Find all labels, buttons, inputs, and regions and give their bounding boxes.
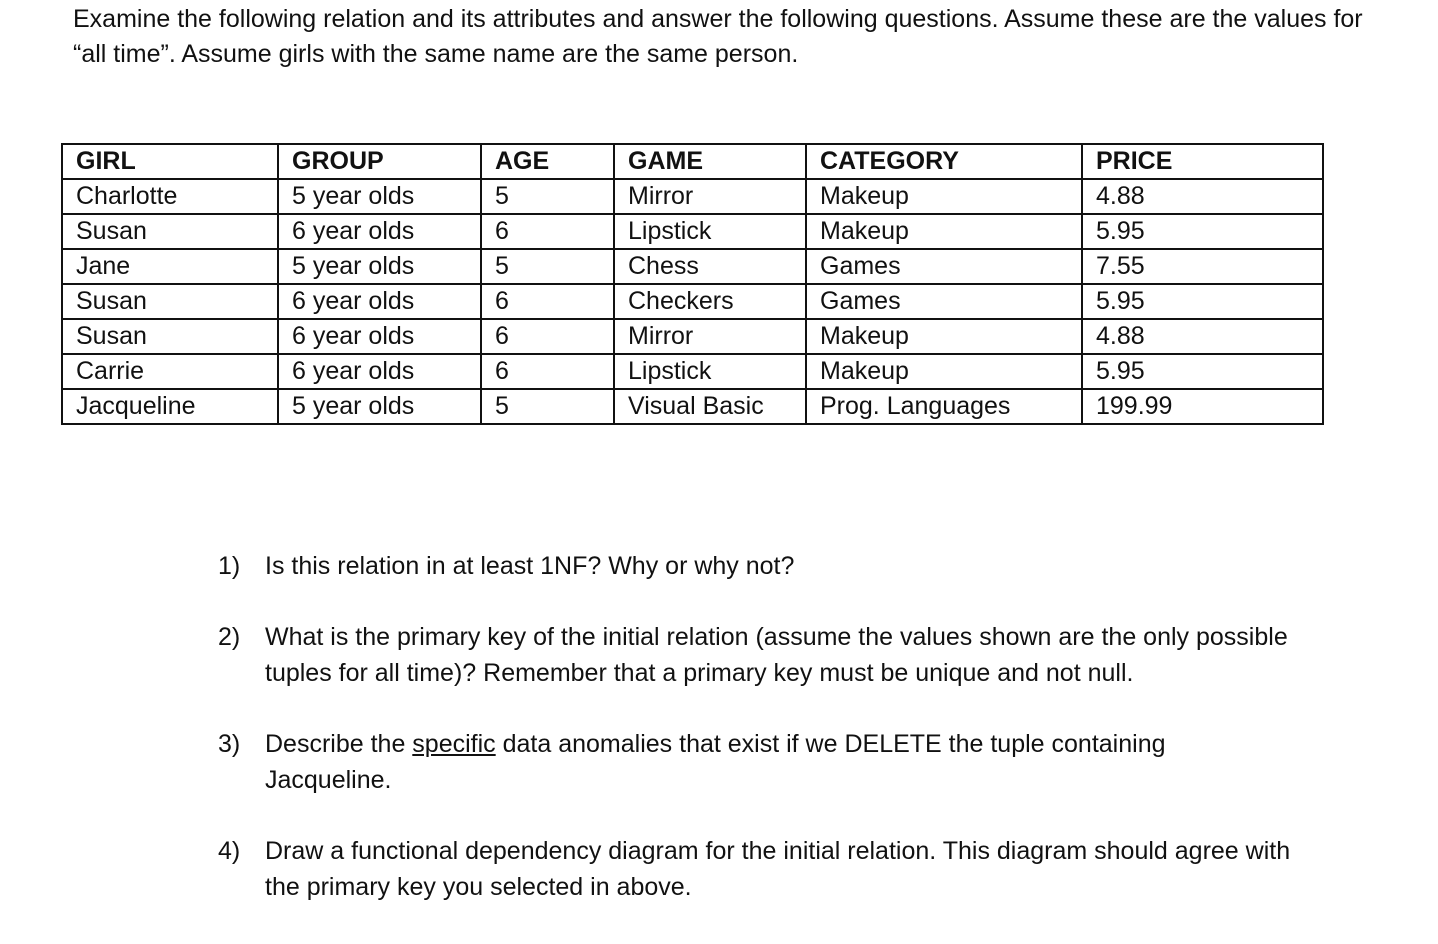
cell-age: 5 (481, 389, 614, 424)
question-2 (218, 619, 1298, 691)
cell-game: Visual Basic (614, 389, 806, 424)
table-row (62, 284, 1323, 319)
cell-price: 5.95 (1082, 284, 1323, 319)
cell-girl: Susan (62, 214, 278, 249)
cell-age: 6 (481, 319, 614, 354)
cell-price: 5.95 (1082, 214, 1323, 249)
cell-age: 6 (481, 354, 614, 389)
header-category: CATEGORY (806, 144, 1082, 179)
question-text: Draw a functional dependency diagram for the initial relation. This diagram should agree with the primary key you selected in above. (265, 837, 1291, 901)
header-girl: GIRL (62, 144, 278, 179)
cell-group: 6 year olds (278, 284, 481, 319)
question-text-start: Describe the (265, 730, 413, 758)
relation-table (61, 143, 1324, 425)
cell-group: 5 year olds (278, 249, 481, 284)
question-text: What is the primary key of the initial relation (assume the values shown are the only possible tuples for all time)? Remember that a primary key must be unique and not null. (265, 623, 1288, 687)
header-group: GROUP (278, 144, 481, 179)
cell-girl: Jane (62, 249, 278, 284)
cell-girl: Jacqueline (62, 389, 278, 424)
cell-girl: Carrie (62, 354, 278, 389)
cell-category: Makeup (806, 214, 1082, 249)
cell-game: Mirror (614, 319, 806, 354)
cell-game: Chess (614, 249, 806, 284)
cell-category: Makeup (806, 319, 1082, 354)
cell-category: Makeup (806, 354, 1082, 389)
question-number: 2) (218, 623, 241, 651)
table-row (62, 214, 1323, 249)
cell-category: Prog. Languages (806, 389, 1082, 424)
cell-category: Makeup (806, 179, 1082, 214)
question-number: 3) (218, 730, 241, 758)
question-text-end: data anomalies that exist if we DELETE the tuple containing Jacqueline. (265, 730, 1166, 794)
cell-category: Games (806, 284, 1082, 319)
question-number: 4) (218, 837, 241, 865)
cell-price: 4.88 (1082, 319, 1323, 354)
question-number: 1) (218, 552, 241, 580)
cell-game: Lipstick (614, 214, 806, 249)
cell-price: 7.55 (1082, 249, 1323, 284)
table-row (62, 249, 1323, 284)
cell-group: 6 year olds (278, 319, 481, 354)
cell-girl: Charlotte (62, 179, 278, 214)
cell-group: 5 year olds (278, 179, 481, 214)
cell-age: 5 (481, 249, 614, 284)
table-header-row (62, 144, 1323, 179)
cell-game: Checkers (614, 284, 806, 319)
underlined-word: specific (412, 730, 496, 758)
cell-age: 6 (481, 214, 614, 249)
table-row (62, 389, 1323, 424)
table-row (62, 179, 1323, 214)
header-price: PRICE (1082, 144, 1323, 179)
question-1 (218, 548, 1298, 584)
cell-age: 6 (481, 284, 614, 319)
question-list (218, 548, 1298, 905)
header-age: AGE (481, 144, 614, 179)
cell-girl: Susan (62, 284, 278, 319)
table-row (62, 354, 1323, 389)
cell-price: 5.95 (1082, 354, 1323, 389)
cell-game: Lipstick (614, 354, 806, 389)
cell-price: 199.99 (1082, 389, 1323, 424)
cell-girl: Susan (62, 319, 278, 354)
cell-category: Games (806, 249, 1082, 284)
cell-price: 4.88 (1082, 179, 1323, 214)
question-3 (218, 726, 1298, 798)
cell-group: 6 year olds (278, 214, 481, 249)
cell-group: 5 year olds (278, 389, 481, 424)
cell-game: Mirror (614, 179, 806, 214)
question-text: Is this relation in at least 1NF? Why or why not? (265, 552, 795, 580)
question-4 (218, 833, 1298, 905)
cell-group: 6 year olds (278, 354, 481, 389)
intro-paragraph: Examine the following relation and its attributes and answer the following questions. Assume these are the values for “all time”. Assume girls with the same name are the same person. (73, 5, 1363, 68)
cell-age: 5 (481, 179, 614, 214)
table-row (62, 319, 1323, 354)
header-game: GAME (614, 144, 806, 179)
